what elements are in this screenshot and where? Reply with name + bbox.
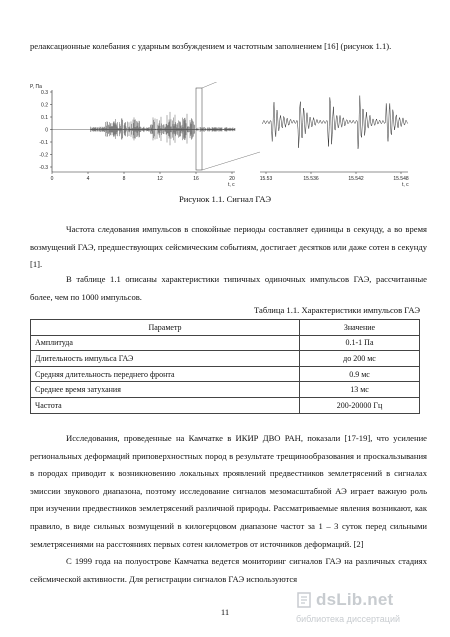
table-cell-value: 0.9 мс xyxy=(300,366,420,382)
right-x-axis-label: t, c xyxy=(402,182,409,188)
right-waveform xyxy=(262,96,408,149)
paragraph-4: С 1999 года на полуострове Камчатка ведется мониторинг сигналов ГАЭ на различных стадиях сейсмической активности. Для регистрации сигналов ГАЭ используются xyxy=(30,556,427,584)
table-cell-value: 200-20000 Гц xyxy=(300,397,420,413)
figure-caption: Рисунок 1.1. Сигнал ГАЭ xyxy=(178,194,272,204)
table-cell-parameter: Частота xyxy=(31,397,300,413)
paragraph-3: Исследования, проведенные на Камчатке в ИКИР ДВО РАН, показали [17-19], что усиление региональных деформаций приповерхностных пород в результате трещинообразования и проскальзывания в породах приводит к возникновению локальных проявлений предвестников землетрясений в сигналах эмиссии звукового диапазона, поэтому исследование сигналов мезомасштабной АЭ играет важную роль при изучении предвестников землетрясений различной природы. Рассматриваемые явления возникают, как правило, в виде сильных возмущений в килогерцовом диапазоне частот за 1 – 3 суток перед сильными землетрясениями на расстояниях первых сотен километров от источников деформаций. [2] xyxy=(30,433,427,549)
zoom-connector-top xyxy=(202,82,260,88)
x-tick-label: 15.53 xyxy=(259,176,273,182)
x-tick-label: 12 xyxy=(157,176,163,182)
table-cell-parameter: Амплитуда xyxy=(31,335,300,351)
table-cell-parameter: Длительность импульса ГАЭ xyxy=(31,351,300,367)
y-tick-label: -0.2 xyxy=(39,152,48,159)
table-cell-value: 13 мс xyxy=(300,382,420,398)
characteristics-table xyxy=(30,319,420,414)
x-tick-label: 0 xyxy=(50,176,54,182)
y-tick-label: -0.3 xyxy=(39,164,48,171)
table-cell-value: до 200 мс xyxy=(300,351,420,367)
table-row xyxy=(31,397,420,413)
left-y-ticks xyxy=(39,90,52,171)
x-tick-label: 15.536 xyxy=(303,176,319,182)
table-row xyxy=(31,366,420,382)
signal-figure xyxy=(30,82,420,197)
table-row xyxy=(31,382,420,398)
y-tick-label: 0.3 xyxy=(41,89,48,96)
watermark-logo-text: dsLib.net xyxy=(316,590,394,609)
x-tick-label: 15.542 xyxy=(348,176,364,182)
x-tick-label: 15.548 xyxy=(393,176,409,182)
y-tick-label: 0.2 xyxy=(41,102,48,109)
table-caption: Таблица 1.1. Характеристики импульсов ГАЭ xyxy=(253,305,420,315)
y-tick-label: 0.1 xyxy=(41,114,48,121)
table-cell-value: 0.1-1 Па xyxy=(300,335,420,351)
x-tick-label: 8 xyxy=(122,176,126,182)
table-cell-parameter: Средняя длительность переднего фронта xyxy=(31,366,300,382)
left-waveform xyxy=(52,112,235,145)
book-logo-icon xyxy=(296,591,312,609)
right-x-ticks xyxy=(260,172,409,182)
column-header-value: Значение xyxy=(300,320,420,336)
top-paragraph: релаксационные колебания с ударным возбуждением и частотным заполнением [16] (рисунок 1.1). xyxy=(30,41,392,51)
y-axis-label: P, Па xyxy=(30,84,42,90)
table-header-row xyxy=(31,320,420,336)
watermark xyxy=(282,590,442,630)
table-row xyxy=(31,335,420,351)
y-tick-label: -0.1 xyxy=(39,139,48,146)
paragraph-1: Частота следования импульсов в спокойные периоды составляет единицы в секунду, а во время возмущений ГАЭ, предшествующих сейсмическим событиям, достигает десятков или даже сотен в секунду [1]. xyxy=(30,224,427,270)
y-tick-label: 0 xyxy=(45,127,48,134)
left-x-ticks xyxy=(51,172,235,182)
left-x-axis-label: t, c xyxy=(228,182,235,188)
column-header-parameter: Параметр xyxy=(31,320,300,336)
table-cell-parameter: Среднее время затухания xyxy=(31,382,300,398)
paragraph-2: В таблице 1.1 описаны характеристики типичных одиночных импульсов ГАЭ, рассчитанные более, чем по 1000 импульсов. xyxy=(30,274,427,302)
x-tick-label: 16 xyxy=(193,176,199,182)
x-tick-label: 4 xyxy=(86,176,90,182)
page-number: 11 xyxy=(220,607,230,617)
zoom-connector-bottom xyxy=(202,152,260,170)
x-tick-label: 20 xyxy=(229,176,235,182)
signal-plot xyxy=(30,82,420,192)
table-row xyxy=(31,351,420,367)
watermark-subtitle: библиотека диссертаций xyxy=(296,614,401,624)
